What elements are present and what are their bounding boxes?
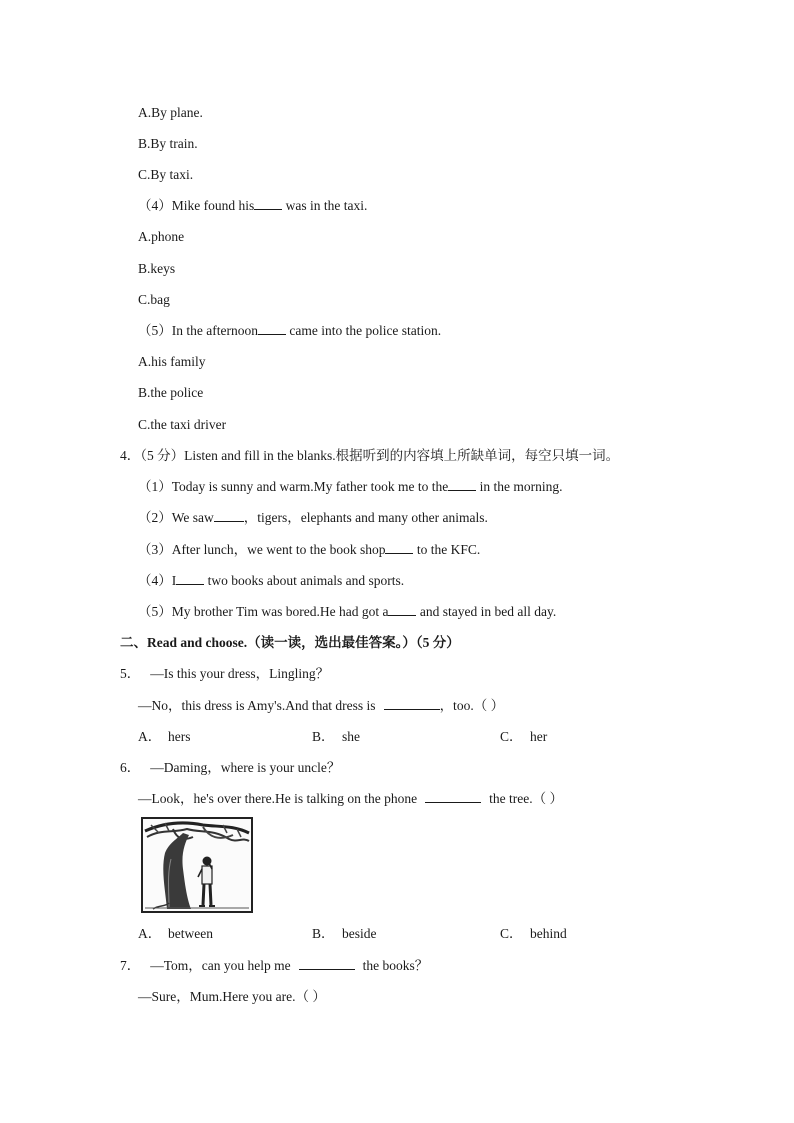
option-letter: C．	[500, 926, 523, 941]
option-a-q6[interactable]	[138, 925, 213, 943]
tree-drawing	[143, 819, 251, 911]
option-c-q3-5[interactable]: C.the taxi driver	[138, 417, 227, 432]
option-b-q3-4[interactable]: B.keys	[138, 261, 176, 276]
item-text-after: came into the police station.	[285, 323, 442, 338]
option-letter: B．	[312, 729, 335, 744]
question-4	[120, 447, 619, 465]
answer-blank[interactable]	[385, 541, 413, 554]
dialogue-text-before: —Look，he's over there.He is talking on the phone	[138, 791, 418, 806]
question-7-line-1	[120, 957, 428, 975]
question-5-line-2	[138, 697, 504, 715]
question-6-line-2	[138, 790, 563, 808]
item-number: （4）	[138, 573, 172, 588]
question-score: （5 分）	[140, 448, 185, 463]
section-title: Read and choose.	[147, 635, 248, 650]
option-text: hers	[168, 729, 191, 744]
dialogue-text-before: —Tom，can you help me	[150, 958, 291, 973]
dialogue-text-after: ，too.（ ）	[439, 698, 505, 713]
option-b-q6[interactable]	[312, 925, 377, 943]
option-letter: A．	[138, 729, 162, 744]
q3-item-4	[138, 197, 367, 215]
option-text: between	[168, 926, 213, 941]
section-number: 二、	[120, 635, 147, 650]
item-text-after: ，tigers，elephants and many other animals.	[243, 510, 488, 525]
answer-blank[interactable]	[176, 572, 204, 585]
item-number: （3）	[138, 542, 172, 557]
item-text-before: After lunch，we went to the book shop	[171, 542, 386, 557]
item-text-after: in the morning.	[476, 479, 563, 494]
option-b-q5[interactable]	[312, 728, 360, 746]
answer-blank[interactable]	[384, 697, 440, 710]
question-5-line-1	[120, 665, 329, 683]
tree-man-illustration	[141, 817, 253, 913]
item-text-before: My brother Tim was bored.He had got a	[171, 604, 389, 619]
item-text-before: We saw	[171, 510, 214, 525]
item-number: （2）	[138, 510, 172, 525]
answer-blank[interactable]	[214, 509, 244, 522]
q4-item-3	[138, 541, 480, 559]
answer-blank[interactable]	[299, 957, 355, 970]
item-number: （1）	[138, 479, 172, 494]
option-b-q3-3[interactable]: B.By train.	[138, 136, 198, 151]
answer-blank[interactable]	[254, 197, 282, 210]
section-note: （读一读，选出最佳答案。）（5 分）	[247, 635, 460, 650]
q4-item-5	[138, 603, 556, 621]
item-text-before: Today is sunny and warm.My father took me to the	[171, 479, 449, 494]
answer-blank[interactable]	[258, 322, 286, 335]
item-text-before: In the afternoon	[171, 323, 258, 338]
item-text-after: to the KFC.	[413, 542, 481, 557]
q4-item-4	[138, 572, 404, 590]
option-c-q6[interactable]	[500, 925, 567, 943]
item-text-before: I	[171, 573, 177, 588]
item-text-after: and stayed in bed all day.	[416, 604, 557, 619]
question-7-line-2: —Sure，Mum.Here you are.（ ）	[138, 989, 326, 1004]
dialogue-line: —Is this your dress，Lingling？	[150, 666, 330, 681]
option-text: behind	[530, 926, 567, 941]
option-a-q5[interactable]	[138, 728, 191, 746]
question-6-line-1	[120, 759, 340, 777]
q4-item-2	[138, 509, 488, 527]
question-number: 4．	[120, 448, 141, 463]
option-letter: B．	[312, 926, 335, 941]
q4-item-1	[138, 478, 563, 496]
item-text-after: was in the taxi.	[282, 198, 368, 213]
answer-blank[interactable]	[425, 790, 481, 803]
question-instruction: Listen and fill in the blanks.根据听到的内容填上所缺单词，每空只填一词。	[184, 448, 620, 463]
dialogue-text-before: —No，this dress is Amy's.And that dress is	[138, 698, 376, 713]
answer-blank[interactable]	[388, 603, 416, 616]
question-number: 6．	[120, 760, 141, 775]
item-number: （4）	[138, 198, 172, 213]
dialogue-text-after: the tree.（ ）	[489, 791, 563, 806]
option-a-q3-4[interactable]: A.phone	[138, 229, 185, 244]
dialogue-text-after: the books？	[362, 958, 429, 973]
option-a-q3-5[interactable]: A.his family	[138, 354, 206, 369]
option-letter: A．	[138, 926, 162, 941]
question-number: 5．	[120, 666, 141, 681]
item-number: （5）	[138, 323, 172, 338]
question-number: 7．	[120, 958, 141, 973]
section-heading	[120, 634, 460, 652]
option-text: she	[342, 729, 360, 744]
option-b-q3-5[interactable]: B.the police	[138, 385, 204, 400]
option-c-q3-3[interactable]: C.By taxi.	[138, 167, 194, 182]
item-text-before: Mike found his	[171, 198, 255, 213]
item-number: （5）	[138, 604, 172, 619]
option-letter: C．	[500, 729, 523, 744]
option-text: her	[530, 729, 548, 744]
answer-blank[interactable]	[448, 478, 476, 491]
item-text-after: two books about animals and sports.	[204, 573, 405, 588]
option-c-q3-4[interactable]: C.bag	[138, 292, 170, 307]
option-c-q5[interactable]	[500, 728, 547, 746]
q3-item-5	[138, 322, 441, 340]
option-a-q3-3[interactable]: A.By plane.	[138, 105, 203, 120]
option-text: beside	[342, 926, 377, 941]
dialogue-line: —Daming，where is your uncle？	[150, 760, 341, 775]
